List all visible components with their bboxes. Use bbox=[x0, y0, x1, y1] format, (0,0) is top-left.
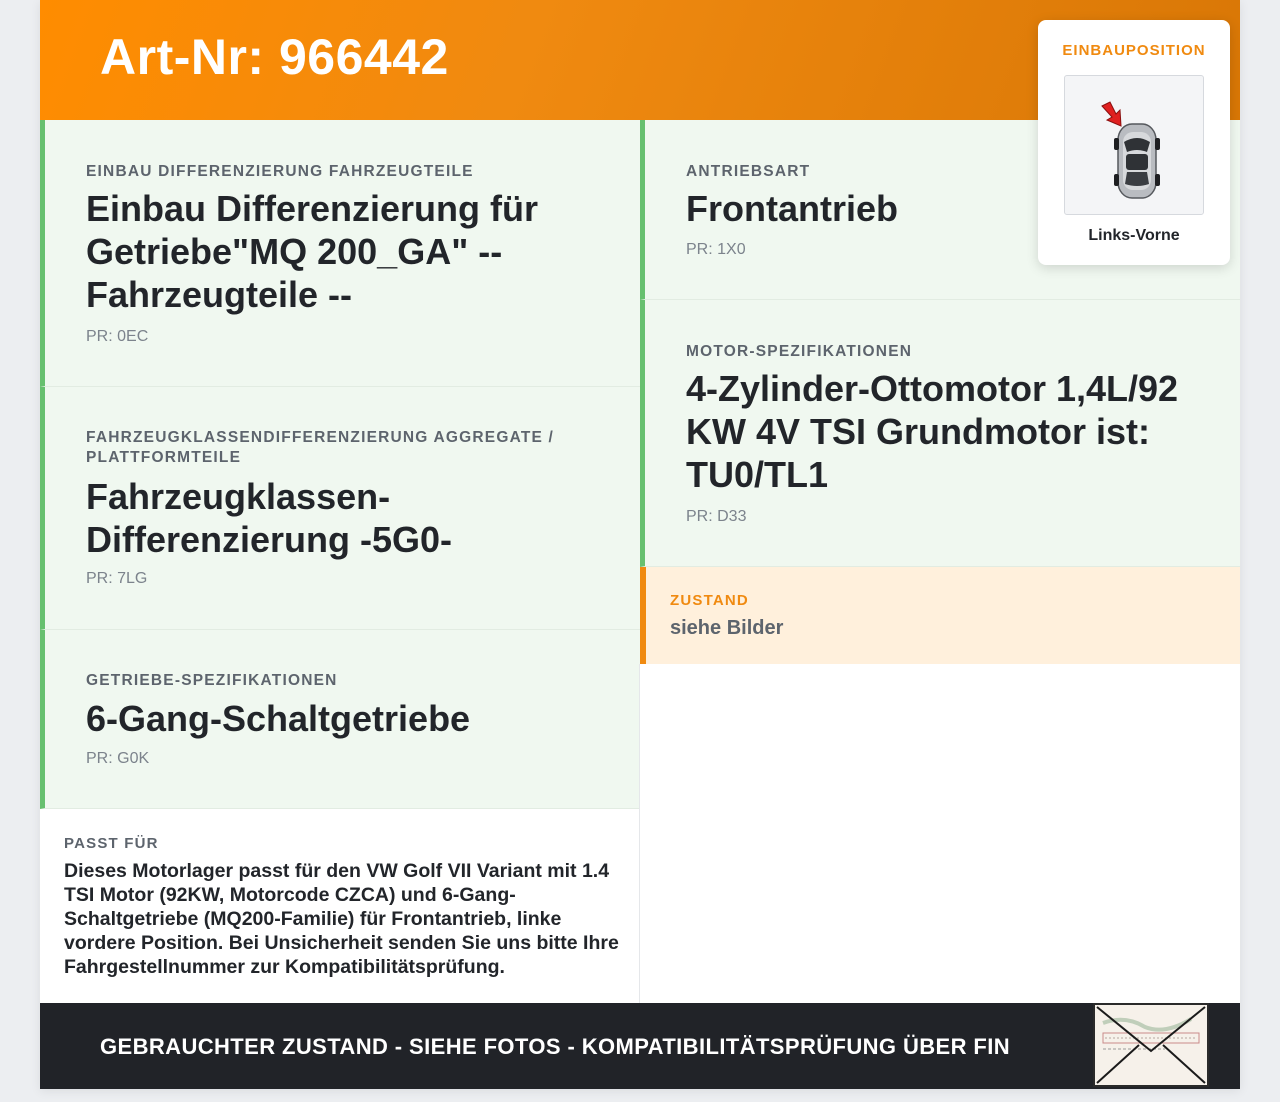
condition-section bbox=[640, 567, 1240, 664]
envelope-stamp-icon bbox=[1093, 1003, 1209, 1087]
spec-label: FAHRZEUGKLASSENDIFFERENZIERUNG AGGREGATE / PLATTFORMTEILE bbox=[86, 429, 555, 466]
product-sheet bbox=[40, 0, 1240, 1089]
car-top-view-icon[interactable] bbox=[1064, 75, 1204, 215]
spec-card-engine bbox=[640, 300, 1240, 567]
spec-value: 6-Gang-Schaltgetriebe bbox=[86, 698, 471, 739]
spec-value: Fahrzeugklassen-Differenzierung -5G0- bbox=[86, 476, 453, 560]
article-number-title: Art-Nr: 966442 bbox=[100, 29, 449, 85]
spec-card-vehicle-class bbox=[40, 387, 640, 630]
spec-label: GETRIEBE-SPEZIFIKATIONEN bbox=[86, 672, 338, 689]
compatibility-label: PASST FÜR bbox=[64, 835, 159, 852]
condition-value: siehe Bilder bbox=[670, 617, 784, 639]
spec-label: EINBAU DIFFERENZIERUNG FAHRZEUGTEILE bbox=[86, 163, 474, 180]
installation-position-label: Links-Vorne bbox=[1088, 227, 1180, 244]
spec-value: Einbau Differenzierung für Getriebe"MQ 200_GA" -- Fahrzeugteile -- bbox=[86, 188, 539, 315]
column-divider bbox=[639, 664, 640, 1003]
footer-text: GEBRAUCHTER ZUSTAND - SIEHE FOTOS - KOMPATIBILITÄTSPRÜFUNG ÜBER FIN bbox=[100, 1034, 1011, 1059]
condition-label: ZUSTAND bbox=[670, 592, 749, 609]
spec-label: ANTRIEBSART bbox=[686, 163, 811, 180]
spec-card-transmission bbox=[40, 630, 640, 809]
compatibility-text: Dieses Motorlager passt für den VW Golf VII Variant mit 1.4 TSI Motor (92KW, Motorcode CZCA) und 6-Gang-Schaltgetriebe (MQ200-Familie) für Frontantrieb, linke vordere Position. Bei Unsicherheit senden Sie uns bitte Ihre Fahrgestellnummer zur Kompatibilitätsprüfung. bbox=[64, 860, 619, 978]
spec-value: 4-Zylinder-Ottomotor 1,4L/92 KW 4V TSI Grundmotor ist: TU0/TL1 bbox=[686, 368, 1179, 495]
compatibility-section bbox=[40, 809, 640, 1003]
spec-pr-code: PR: 0EC bbox=[86, 328, 149, 345]
spec-pr-code: PR: D33 bbox=[686, 508, 747, 525]
footer-banner bbox=[40, 1003, 1240, 1089]
spec-card-installation bbox=[40, 120, 640, 387]
spec-value: Frontantrieb bbox=[686, 188, 898, 229]
spec-pr-code: PR: 7LG bbox=[86, 570, 148, 587]
spec-pr-code: PR: G0K bbox=[86, 750, 150, 767]
installation-position-title: EINBAUPOSITION bbox=[1062, 42, 1206, 59]
spec-label: MOTOR-SPEZIFIKATIONEN bbox=[686, 343, 913, 360]
installation-position-card bbox=[1038, 20, 1230, 265]
spec-pr-code: PR: 1X0 bbox=[686, 241, 746, 258]
